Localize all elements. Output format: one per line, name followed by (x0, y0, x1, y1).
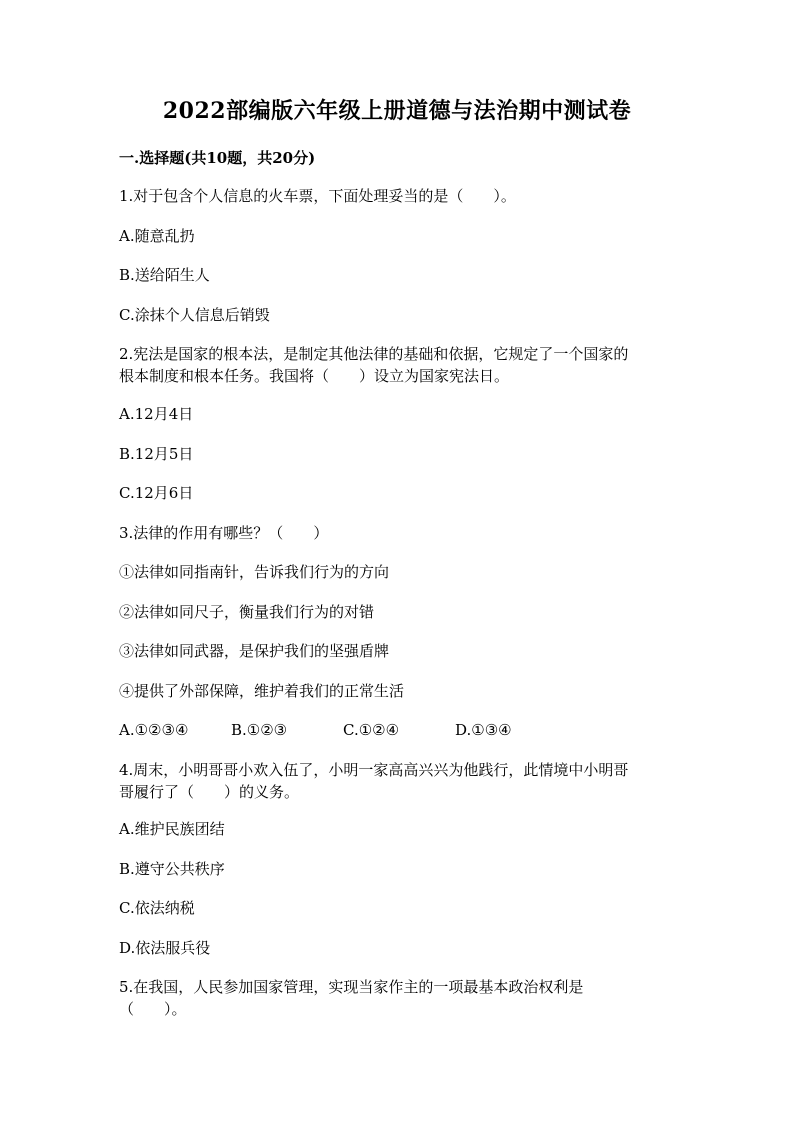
question-2-stem-line-1: 2.宪法是国家的根本法，是制定其他法律的基础和依据，它规定了一个国家的 (119, 345, 629, 363)
question-4-stem-line-2: 哥履行了（ ）的义务。 (119, 783, 300, 801)
question-1-option-b: B.送给陌生人 (119, 266, 210, 284)
question-5-stem-line-1: 5.在我国，人民参加国家管理，实现当家作主的一项最基本政治权利是 (119, 978, 584, 996)
question-3-option-c: C.①②④ (343, 721, 400, 739)
question-1-option-c: C.涂抹个人信息后销毁 (119, 306, 270, 324)
question-4-option-a: A.维护民族团结 (119, 820, 225, 838)
question-2-option-b: B.12月5日 (119, 445, 194, 463)
question-2-option-c: C.12月6日 (119, 484, 194, 502)
question-5-stem-line-2: （ ）。 (119, 1000, 187, 1018)
question-4-stem-line-1: 4.周末，小明哥哥小欢入伍了，小明一家高高兴兴为他践行，此情境中小明哥 (119, 761, 629, 779)
question-3-statement-4: ④提供了外部保障，维护着我们的正常生活 (119, 682, 405, 700)
question-2-stem-line-2: 根本制度和根本任务。我国将（ ）设立为国家宪法日。 (119, 367, 510, 385)
question-3-option-b: B.①②③ (231, 721, 288, 739)
question-4-option-b: B.遵守公共秩序 (119, 860, 225, 878)
question-4-option-d: D.依法服兵役 (119, 939, 211, 957)
section-header: 一.选择题(共10题，共20分) (119, 149, 316, 167)
document-title: 2022部编版六年级上册道德与法治期中测试卷 (162, 98, 632, 124)
question-3-stem: 3.法律的作用有哪些？（ ） (119, 524, 329, 542)
question-1-stem: 1.对于包含个人信息的火车票，下面处理妥当的是（ ）。 (119, 187, 516, 205)
question-3-option-d: D.①③④ (455, 721, 512, 739)
question-3-statement-2: ②法律如同尺子，衡量我们行为的对错 (119, 603, 375, 621)
question-2-option-a: A.12月4日 (119, 405, 194, 423)
question-3-statement-1: ①法律如同指南针，告诉我们行为的方向 (119, 563, 390, 581)
question-4-option-c: C.依法纳税 (119, 899, 195, 917)
question-1-option-a: A.随意乱扔 (119, 227, 195, 245)
question-3-statement-3: ③法律如同武器，是保护我们的坚强盾牌 (119, 642, 390, 660)
question-3-option-a: A.①②③④ (119, 721, 189, 739)
question-3-options-row (119, 719, 679, 741)
